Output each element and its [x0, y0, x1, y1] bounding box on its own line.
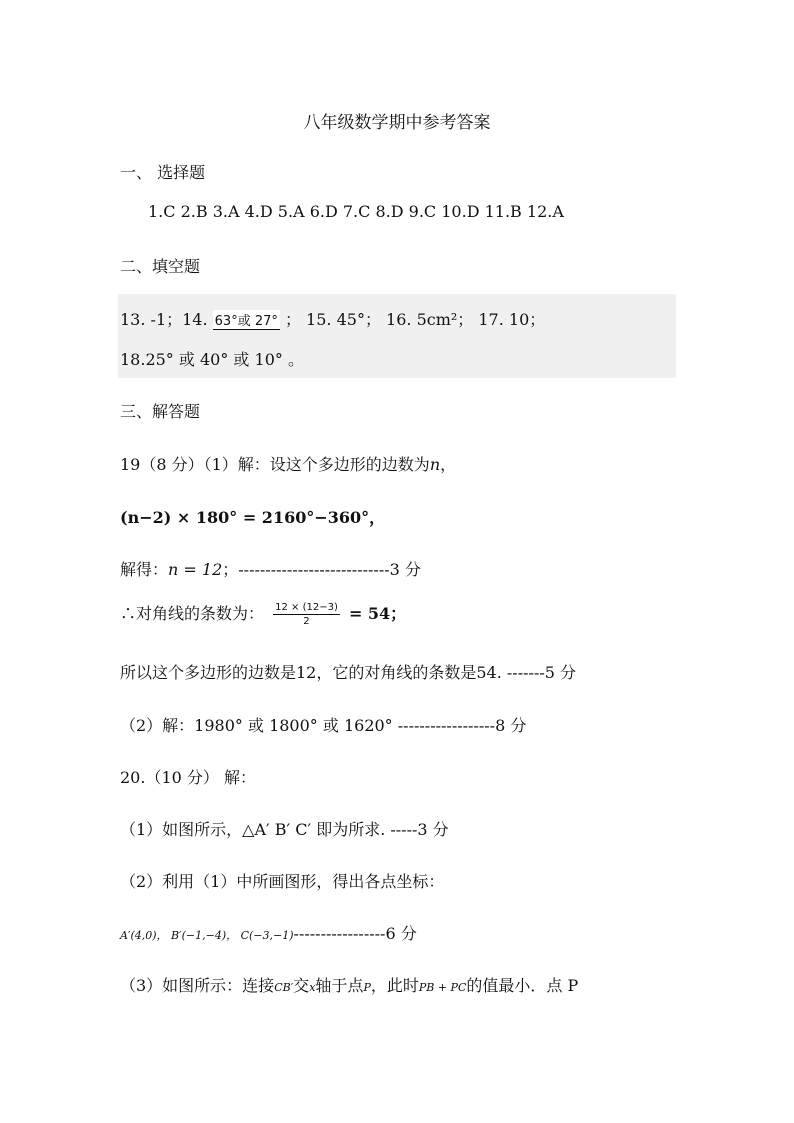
- section-solve-label: 三、解答题: [120, 402, 201, 421]
- q19-eq2-label: 解得：: [120, 560, 169, 579]
- q20-p3-a: （3）如图所示：连接: [120, 976, 275, 995]
- section-choice-label: 一、 选择题: [120, 163, 206, 182]
- q19-fraction-numerator: 12 × (12−3): [275, 602, 338, 613]
- q20-p3-p: P: [363, 981, 371, 994]
- q20-p3-x: x: [309, 981, 316, 994]
- q19-heading-tail: ，: [440, 455, 457, 474]
- q20-heading: 20.（10 分） 解：: [120, 768, 256, 787]
- q19-equation-1: (n−2) × 180° = 2160°−360°，: [120, 508, 386, 527]
- q20-part-1: （1）如图所示，△A′ B′ C′ 即为所求. -----3 分: [120, 820, 449, 839]
- q20-part-2: （2）利用（1）中所画图形，得出各点坐标：: [120, 872, 445, 891]
- q19-fraction-denominator: 2: [303, 616, 310, 627]
- q20-p3-expr: PB + PC: [418, 981, 467, 994]
- q20-part-3: [120, 973, 578, 996]
- fill-answers-line-1-a: 13. -1；14.: [120, 310, 213, 329]
- fill-answers-line-1-b: ； 15. 45°； 16. 5cm²； 17. 10；: [284, 310, 546, 329]
- q19-summary: 所以这个多边形的边数是12，它的对角线的条数是54. -------5 分: [120, 663, 577, 682]
- q20-p3-e: 的值最小．点 P: [466, 976, 579, 995]
- q19-eq2-math: n = 12: [168, 560, 223, 579]
- q20-coordinates-values: A′(4,0)， B′(−1,−4)， C(−3,−1): [120, 929, 294, 942]
- q20-p3-b: 交: [293, 976, 310, 995]
- q20-p3-d: ，此时: [370, 976, 419, 995]
- q19-diagonal-line: [120, 601, 406, 627]
- q19-diagonal-result: = 54；: [348, 604, 407, 623]
- q20-coordinates-tail: -----------------6 分: [293, 924, 417, 943]
- q19-eq2-tail: ；----------------------------3 分: [222, 560, 421, 579]
- q20-p3-c: 轴于点: [315, 976, 364, 995]
- q19-var-n: n: [429, 455, 441, 474]
- q20-p3-cb: CB′: [274, 981, 294, 994]
- q19-equation-2: [120, 557, 421, 580]
- q19-heading: [120, 452, 456, 475]
- q19-diagonal-label: ∴对角线的条数为：: [120, 604, 265, 623]
- fill-answers-line-2: 18.25° 或 40° 或 10° 。: [120, 350, 304, 369]
- section-fill-label: 二、填空题: [120, 257, 201, 276]
- choice-answers: 1.C 2.B 3.A 4.D 5.A 6.D 7.C 8.D 9.C 10.D 11.B 12.A: [148, 202, 564, 221]
- q19-heading-text: 19（8 分）（1）解：设这个多边形的边数为: [120, 455, 430, 474]
- fill-answers-line-1: [120, 307, 545, 330]
- q19-part-2: （2）解：1980° 或 1800° 或 1620° ------------------8 分: [120, 716, 527, 735]
- q20-coordinates: [120, 921, 417, 944]
- q19-fraction: [273, 602, 340, 627]
- fill-answer-14-box: 63°或 27°: [213, 310, 280, 330]
- page-title: 八年级数学期中参考答案: [303, 113, 491, 133]
